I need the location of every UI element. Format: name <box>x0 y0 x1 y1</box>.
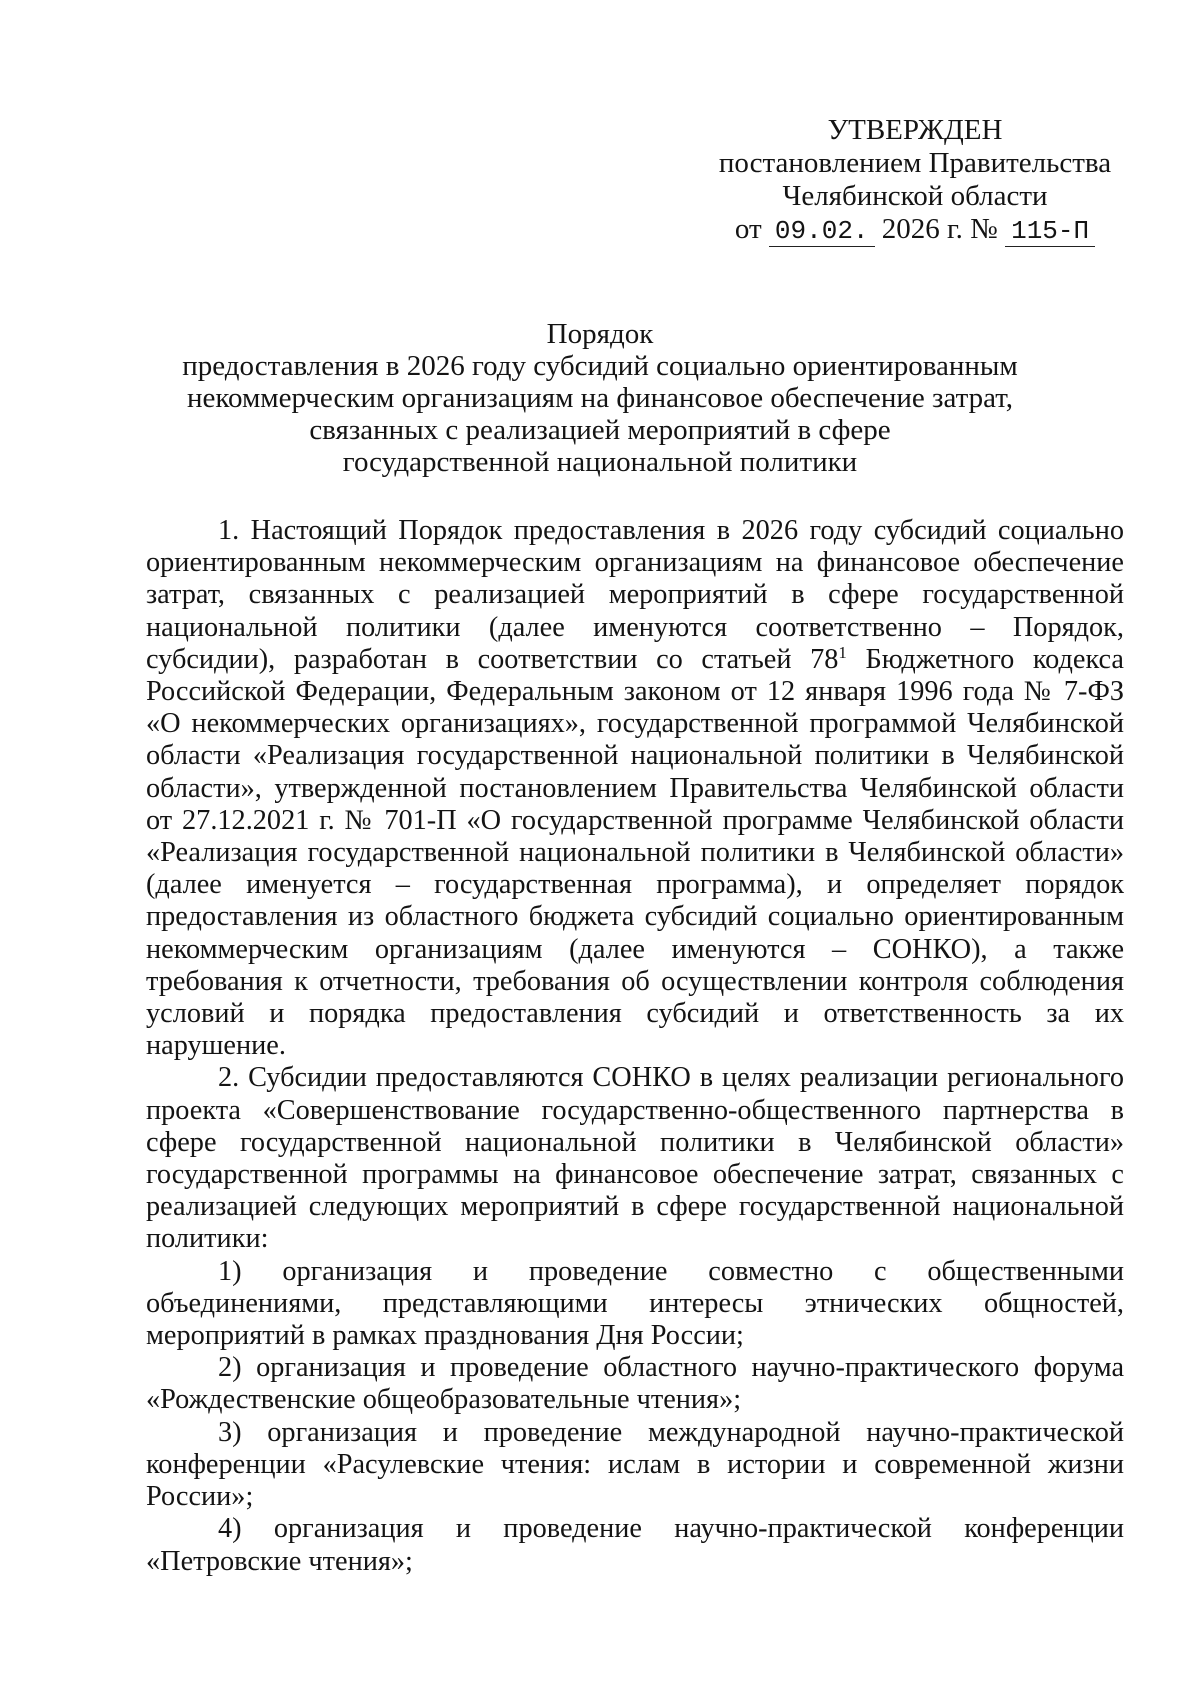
list-item-3: 3) организация и проведение международной научно-практической конференции «Расулевские чтения: ислам в истории и современной жизни России»; <box>146 1416 1124 1513</box>
paragraph-2: 2. Субсидии предоставляются СОНКО в целях реализации регионального проекта «Совершенствование государственно-общественного партнерства в сфере государственной национальной политики в Челябинской области» государственной программы на финансовое обеспечение затрат, связанных с реализацией следующих мероприятий в сфере государственной национальной политики: <box>146 1062 1124 1255</box>
paragraph-1-part-b: Бюджетного кодекса Российской Федерации, Федеральным законом от 12 января 1996 года № 7-ФЗ «О некоммерческих организациях», государственной программой Челябинской области «Реализация государственной национальной политики в Челябинской области», утвержденной постановлением Правительства Челябинской области от 27.12.2021 г. № 701-П «О государственной программе Челябинской области «Реализация государственной национальной политики в Челябинской области» (далее именуется – государственная программа), и определяет порядок предоставления из областного бюджета субсидий социально ориентированным некоммерческим организациям (далее именуются – СОНКО), а также требования к отчетности, требования об осуществлении контроля соблюдения условий и порядка предоставления субсидий и ответственность за их нарушение. <box>146 643 1124 1062</box>
approval-stamp <box>690 114 1140 248</box>
approval-line-2: Челябинской области <box>782 180 1048 212</box>
title-line-4: государственной национальной политики <box>342 446 858 478</box>
paragraph-1-part-a: 1. Настоящий Порядок предоставления в 2026 году субсидий социально ориентированным некоммерческим организациям на финансовое обеспечение затрат, связанных с реализацией мероприятий в сфере государственной национальной политики (далее именуются соответственно – Порядок, субсидии), разработан в соответствии со статьей 78 <box>146 515 1124 675</box>
footnote-sup: 1 <box>838 642 847 662</box>
list-item-2: 2) организация и проведение областного научно-практического форума «Рождественские общеобразовательные чтения»; <box>146 1352 1124 1416</box>
list-item-1: 1) организация и проведение совместно с общественными объединениями, представляющими интересы этнических общностей, мероприятий в рамках празднования Дня России; <box>146 1255 1124 1352</box>
date-prefix: от <box>734 213 762 245</box>
date-value: 09.02. <box>769 216 875 247</box>
list-item-4: 4) организация и проведение научно-практической конференции «Петровские чтения»; <box>146 1513 1124 1577</box>
year-text: 2026 г. № <box>881 213 998 245</box>
approval-line-1: постановлением Правительства <box>718 147 1112 179</box>
title-line-1: предоставления в 2026 году субсидий социально ориентированным <box>182 350 1018 382</box>
number-value: 115-П <box>1005 216 1095 247</box>
approval-date-line <box>690 213 1140 248</box>
document-body <box>146 515 1124 1578</box>
document-title <box>150 318 1050 478</box>
title-line-3: связанных с реализацией мероприятий в сфере <box>309 414 891 446</box>
title-line-2: некоммерческим организациям на финансовое обеспечение затрат, <box>187 382 1013 414</box>
paragraph-1 <box>146 515 1124 1062</box>
title-heading: Порядок <box>546 318 654 350</box>
approval-heading: УТВЕРЖДЕН <box>827 114 1003 146</box>
